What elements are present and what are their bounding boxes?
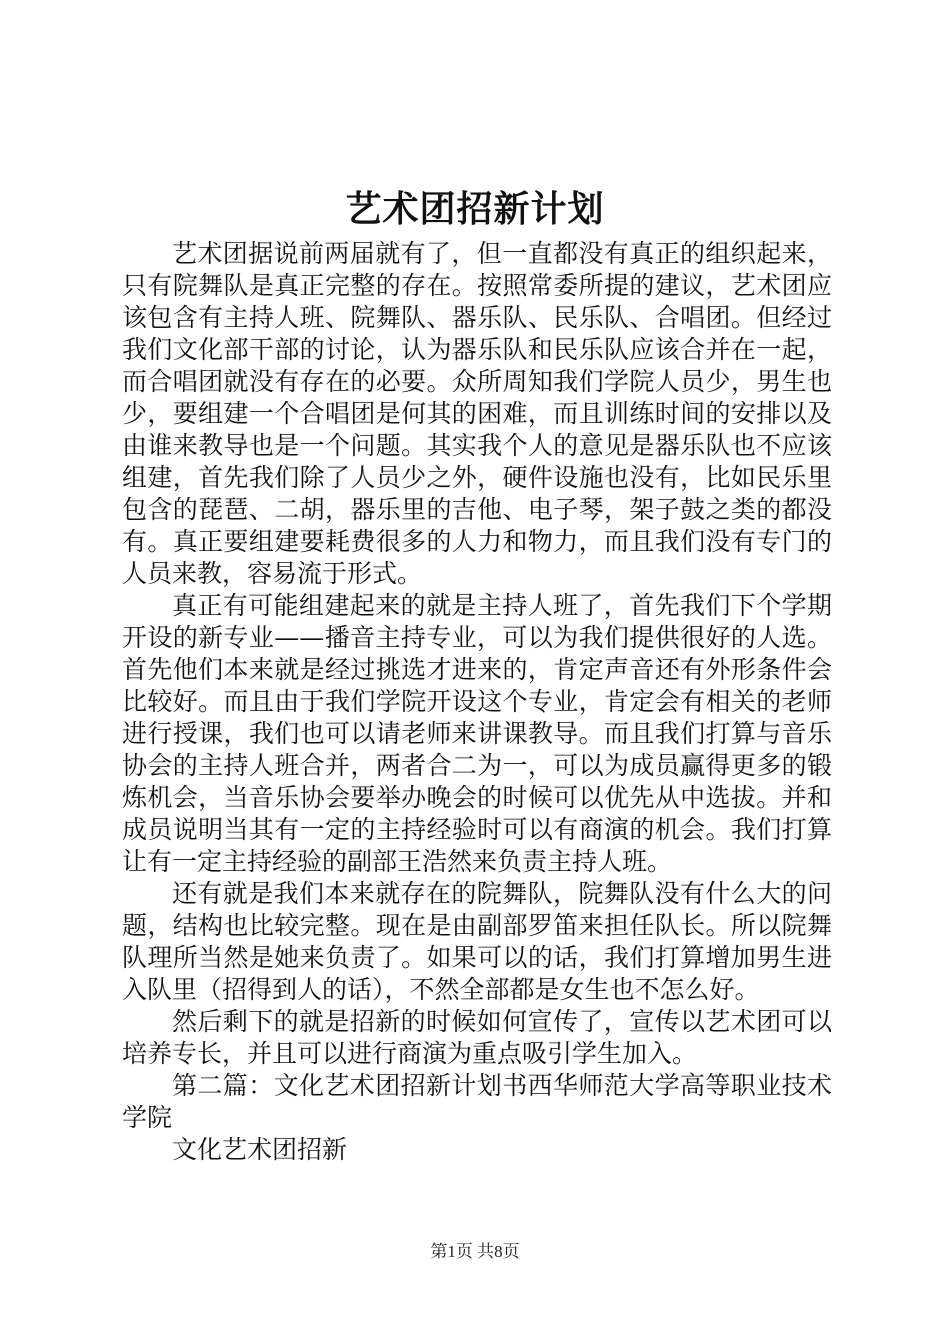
page-number: 第1页 共8页 — [430, 1242, 520, 1261]
paragraph-intro: 艺术团据说前两届就有了，但一直都没有真正的组织起来，只有院舞队是真正完整的存在。按照常委所提的建议，艺术团应该包含有主持人班、院舞队、器乐队、民乐队、合唱团。但经过我们文化部干部的讨论，认为器乐队和民乐队应该合并在一起，而合唱团就没有存在的必要。众所周知我们学院人员少，男生也少，要组建一个合唱团是何其的困难，而且训练时间的安排以及由谁来教导也是一个问题。其实我个人的意见是器乐队也不应该组建，首先我们除了人员少之外，硬件设施也没有，比如民乐里包含的琵琶、二胡，器乐里的吉他、电子琴，架子鼓之类的都没有。真正要组建要耗费很多的人力和物力，而且我们没有专门的人员来教，容易流于形式。 — [122, 239, 832, 588]
section-heading-second: 第二篇：文化艺术团招新计划书西华师范大学高等职业技术学院 — [122, 1071, 832, 1132]
paragraph-second-start: 文化艺术团招新 — [172, 1135, 348, 1164]
paragraph-host-class: 真正有可能组建起来的就是主持人班了，首先我们下个学期开设的新专业——播音主持专业，可以为我们提供很好的人选。首先他们本来就是经过挑选才进来的，肯定声音还有外形条件会比较好。而且由于我们学院开设这个专业，肯定会有相关的老师进行授课，我们也可以请老师来讲课教导。而且我们打算与音乐协会的主持人班合并，两者合二为一，可以为成员赢得更多的锻炼机会，当音乐协会要举办晚会的时候可以优先从中选拔。并和成员说明当其有一定的主持经验时可以有商演的机会。我们打算让有一定主持经验的副部王浩然来负责主持人班。 — [122, 591, 832, 876]
paragraph-dance-team: 还有就是我们本来就存在的院舞队，院舞队没有什么大的问题，结构也比较完整。现在是由副部罗笛来担任队长。所以院舞队理所当然是她来负责了。如果可以的话，我们打算增加男生进入队里（招得到人的话），不然全部都是女生也不怎么好。 — [122, 879, 832, 1004]
paragraph-promotion: 然后剩下的就是招新的时候如何宣传了，宣传以艺术团可以培养专长，并且可以进行商演为重点吸引学生加入。 — [122, 1007, 832, 1068]
document-title: 艺术团招新计划 — [345, 188, 605, 230]
document-body — [122, 238, 832, 1166]
